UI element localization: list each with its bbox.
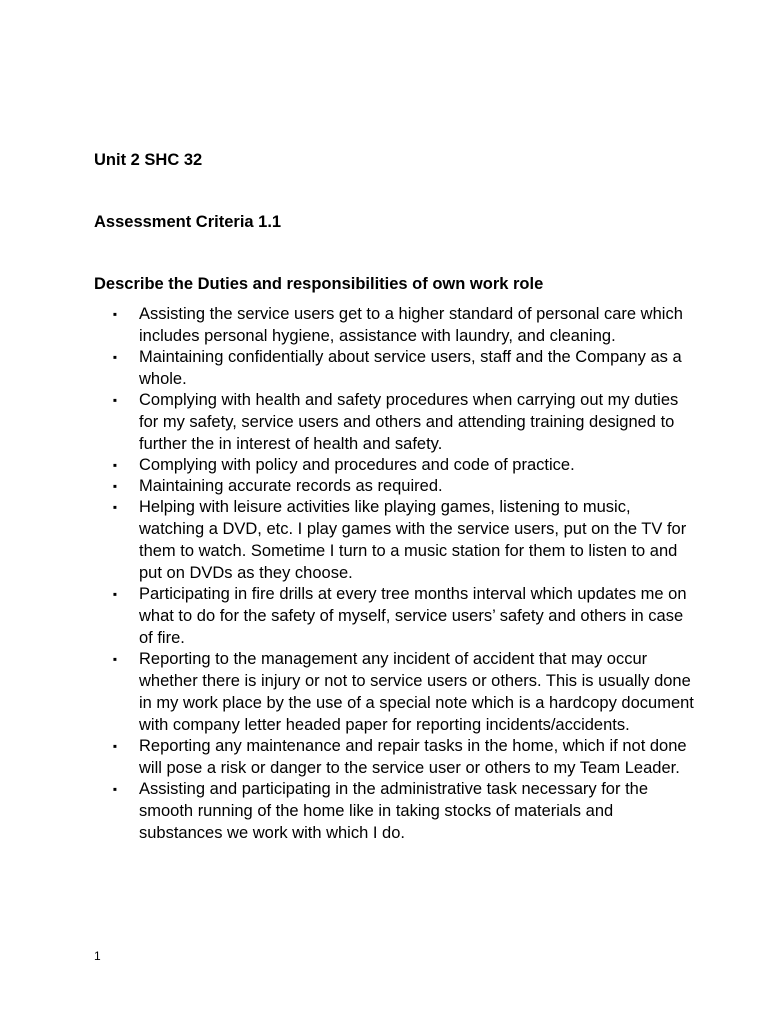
duty-text: Maintaining confidentially about service users, staff and the Company as a whole. [139,348,682,388]
duty-text: Complying with policy and procedures and code of practice. [139,456,575,474]
duty-item [94,496,694,584]
duty-item [94,778,694,844]
duty-text: Maintaining accurate records as required. [139,477,443,495]
duty-item [94,389,694,455]
square-bullet-icon: ▪ [112,587,118,601]
duty-item [94,648,694,736]
duty-text: Helping with leisure activities like playing games, listening to music, watching a DVD, etc. I play games with the service users, put on the TV for them to watch. Sometime I turn to a music station for them to listen to and put on DVDs as they choose. [139,498,687,582]
square-bullet-icon: ▪ [112,307,118,321]
square-bullet-icon: ▪ [112,479,118,493]
square-bullet-icon: ▪ [112,500,118,514]
square-bullet-icon: ▪ [112,782,118,796]
unit-title: Unit 2 SHC 32 [94,151,203,169]
square-bullet-icon: ▪ [112,458,118,472]
question-heading: Describe the Duties and responsibilities of own work role [94,275,544,293]
square-bullet-icon: ▪ [112,739,118,753]
duty-item [94,735,694,779]
square-bullet-icon: ▪ [112,350,118,364]
duty-text: Reporting any maintenance and repair tasks in the home, which if not done will pose a risk or danger to the service user or others to my Team Leader. [139,737,687,777]
duty-item [94,475,694,497]
duty-item [94,346,694,390]
duties-list [94,303,694,843]
duty-text: Reporting to the management any incident of accident that may occur whether there is injury or not to service users or others. This is usually done in my work place by the use of a special note which is a hardcopy document with company letter headed paper for reporting incidents/accidents. [139,650,694,734]
duty-item [94,454,694,476]
duty-item [94,583,694,649]
duty-text: Assisting and participating in the administrative task necessary for the smooth running of the home like in taking stocks of materials and substances we work with which I do. [139,780,649,842]
page-number: 1 [94,949,101,963]
square-bullet-icon: ▪ [112,652,118,666]
duty-text: Participating in fire drills at every tree months interval which updates me on what to do for the safety of myself, service users’ safety and others in case of fire. [139,585,687,647]
assessment-criteria-heading: Assessment Criteria 1.1 [94,213,282,231]
duty-item [94,303,694,347]
duty-text: Complying with health and safety procedures when carrying out my duties for my safety, service users and others and attending training designed to further the in interest of health and safety. [139,391,679,453]
square-bullet-icon: ▪ [112,393,118,407]
duty-text: Assisting the service users get to a higher standard of personal care which includes personal hygiene, assistance with laundry, and cleaning. [139,305,683,345]
